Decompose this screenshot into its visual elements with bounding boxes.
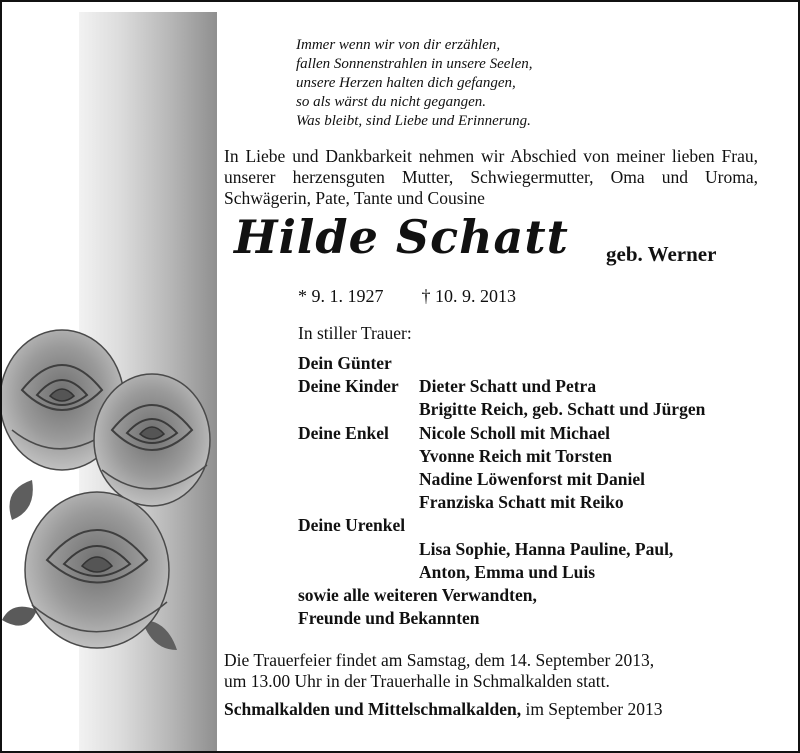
- mourner-row: [298, 514, 705, 537]
- birth-name: geb. Werner: [606, 242, 717, 266]
- mourner-group-label: [298, 538, 419, 561]
- mourner-row: [298, 584, 705, 607]
- mourner-group-label: Deine Urenkel: [298, 515, 406, 536]
- mourner-row: [298, 491, 705, 514]
- birth-date: * 9. 1. 1927: [298, 286, 384, 306]
- ceremony-line: um 13.00 Uhr in der Trauerhalle in Schmalkalden statt.: [224, 671, 610, 691]
- mourner-row: [298, 468, 705, 491]
- closing-date: im September 2013: [521, 699, 663, 719]
- intro-text: In Liebe und Dankbarkeit nehmen wir Abschied von meiner lieben Frau, unserer herzensguten Mutter, Schwiegermutter, Oma und Uroma, Schwägerin, Pate, Tante und Cousine: [224, 146, 758, 208]
- rose-right: [94, 374, 210, 506]
- mourners-list: [298, 352, 705, 630]
- mourning-intro: In stiller Trauer:: [298, 323, 412, 343]
- mourner-name: Yvonne Reich mit Torsten: [419, 445, 612, 466]
- death-date: † 10. 9. 2013: [421, 286, 516, 306]
- mourner-name: Freunde und Bekannten: [298, 608, 480, 629]
- mourner-name: Nadine Löwenforst mit Daniel: [419, 469, 646, 490]
- mourner-group-label: [298, 561, 419, 584]
- deceased-name-row: [234, 210, 774, 274]
- mourner-row: [298, 607, 705, 630]
- poem-line: unsere Herzen halten dich gefangen,: [296, 75, 516, 91]
- mourner-name: Nicole Scholl mit Michael: [419, 422, 611, 443]
- poem-line: so als wärst du nicht gegangen.: [296, 94, 486, 110]
- mourner-row: [298, 538, 705, 561]
- mourner-name: Anton, Emma und Luis: [419, 561, 596, 582]
- mourner-group-label: [298, 445, 419, 468]
- poem: [296, 36, 532, 131]
- roses-illustration: [2, 320, 217, 670]
- mourner-row: [298, 422, 705, 445]
- ceremony-info: [224, 650, 654, 692]
- ceremony-line: Die Trauerfeier findet am Samstag, dem 14. September 2013,: [224, 650, 655, 670]
- mourner-name: sowie alle weiteren Verwandten,: [298, 585, 537, 606]
- mourner-name: Lisa Sophie, Hanna Pauline, Paul,: [419, 538, 674, 559]
- life-dates: [298, 286, 516, 307]
- mourner-group-label: [298, 491, 419, 514]
- rose-bottom: [25, 492, 169, 648]
- closing-places: Schmalkalden und Mittelschmalkalden,: [224, 699, 522, 719]
- mourner-name: Franziska Schatt mit Reiko: [419, 492, 624, 513]
- mourner-group-label: [298, 468, 419, 491]
- poem-line: Was bleibt, sind Liebe und Erinnerung.: [296, 113, 531, 129]
- deceased-name: Hilde Schatt: [234, 210, 569, 264]
- mourner-row: [298, 398, 705, 421]
- mourner-name: Dieter Schatt und Petra: [419, 376, 597, 397]
- mourner-row: [298, 352, 705, 375]
- mourner-group-label: Deine Enkel: [298, 422, 389, 443]
- closing-line: [224, 699, 663, 720]
- mourner-row: [298, 375, 705, 398]
- mourner-name: Dein Günter: [298, 353, 392, 373]
- mourner-row: [298, 445, 705, 468]
- poem-line: Immer wenn wir von dir erzählen,: [296, 37, 501, 53]
- mourner-group-label: Deine Kinder: [298, 376, 399, 397]
- mourner-group-label: [298, 398, 419, 421]
- mourner-name: Brigitte Reich, geb. Schatt und Jürgen: [419, 399, 706, 420]
- poem-line: fallen Sonnenstrahlen in unsere Seelen,: [296, 56, 533, 72]
- mourner-row: [298, 561, 705, 584]
